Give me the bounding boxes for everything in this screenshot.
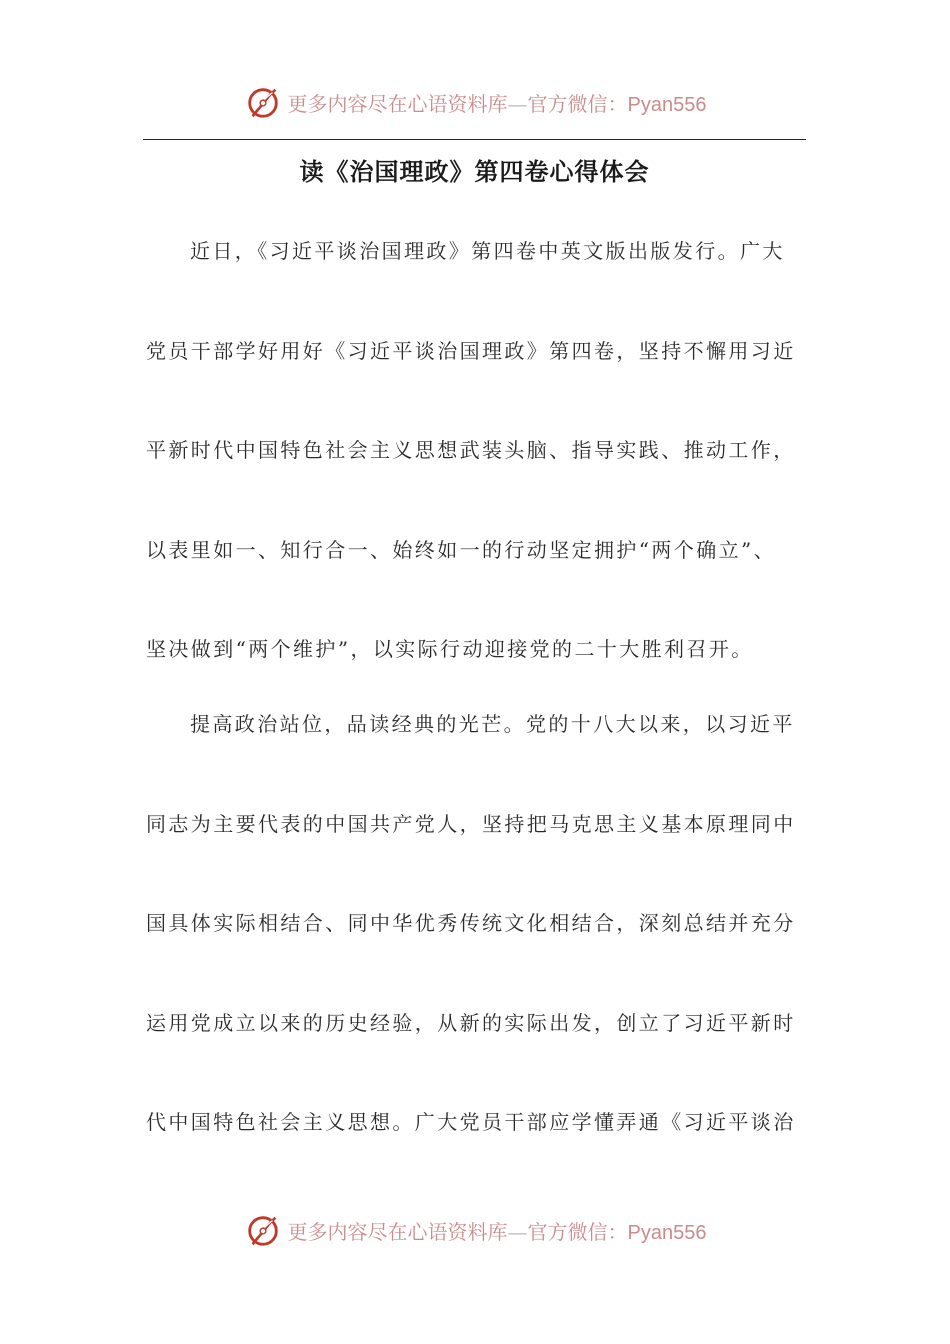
pen-nib-circle-icon: [244, 1211, 282, 1249]
body-line-8: 国具体实际相结合、同中华优秀传统文化相结合，深刻总结并充分: [146, 911, 796, 935]
footer-wechat-id: Pyan556: [627, 1221, 707, 1244]
body-line-1: 近日，《习近平谈治国理政》第四卷中英文版出版发行。广大: [190, 239, 785, 263]
body-line-3: 平新时代中国特色社会主义思想武装头脑、指导实践、推动工作，: [146, 438, 796, 462]
body-line-7: 同志为主要代表的中国共产党人，坚持把马克思主义基本原理同中: [146, 812, 796, 836]
footer-wechat-label: 官方微信：: [527, 1219, 628, 1244]
header-wechat-id: Pyan556: [627, 93, 707, 116]
body-line-9: 运用党成立以来的历史经验，从新的实际出发，创立了习近平新时: [146, 1011, 796, 1035]
body-line-10: 代中国特色社会主义思想。广大党员干部应学懂弄通《习近平谈治: [146, 1110, 796, 1134]
document-title: 读《治国理政》第四卷心得体会: [299, 157, 650, 186]
footer-separator: —: [507, 1219, 528, 1244]
footer-banner: [0, 1208, 950, 1252]
body-line-5: 坚决做到“两个维护”，以实际行动迎接党的二十大胜利召开。: [146, 637, 754, 661]
pen-nib-circle-icon: [244, 83, 282, 121]
header-site-text: 更多内容尽在心语资料库: [287, 91, 508, 116]
body-line-6: 提高政治站位，品读经典的光芒。党的十八大以来，以习近平: [190, 712, 795, 736]
header-separator: —: [507, 91, 528, 116]
header-banner: [0, 80, 950, 124]
body-line-4: 以表里如一、知行合一、始终如一的行动坚定拥护“两个确立”、: [146, 538, 777, 562]
header-banner-text: [288, 88, 707, 117]
body-line-2: 党员干部学好用好《习近平谈治国理政》第四卷，坚持不懈用习近: [146, 339, 796, 363]
footer-banner-text: [288, 1216, 707, 1245]
header-wechat-label: 官方微信：: [527, 91, 628, 116]
footer-site-text: 更多内容尽在心语资料库: [287, 1219, 508, 1244]
header-rule: [143, 139, 806, 140]
